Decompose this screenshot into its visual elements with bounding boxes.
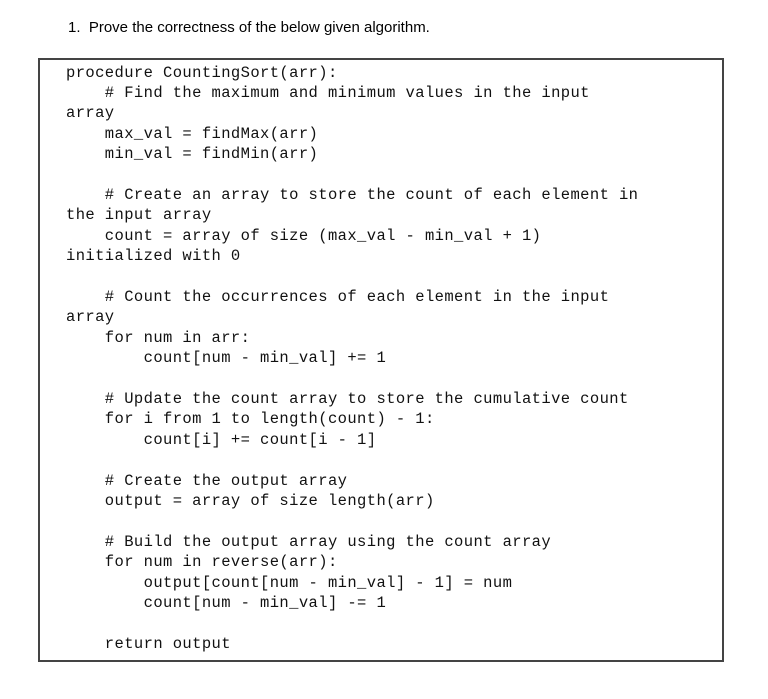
code-line: procedure CountingSort(arr): [66,64,338,82]
code-line: # Create the output array [66,472,348,490]
code-line: output[count[num - min_val] - 1] = num [66,574,513,592]
code-line: count[i] += count[i - 1] [66,431,377,449]
code-line: the input array [66,206,212,224]
code-line: count = array of size (max_val - min_val + 1) [66,227,542,245]
code-line: count[num - min_val] += 1 [66,349,387,367]
question-text: 1. Prove the correctness of the below given algorithm. [68,19,430,36]
code-line: # Create an array to store the count of each element in [66,186,639,204]
code-line: output = array of size length(arr) [66,492,435,510]
code-line: initialized with 0 [66,247,241,265]
code-line: for i from 1 to length(count) - 1: [66,410,435,428]
code-line: count[num - min_val] -= 1 [66,594,387,612]
code-line: # Build the output array using the count array [66,533,552,551]
code-line: array [66,104,115,122]
code-line: # Update the count array to store the cumulative count [66,390,629,408]
code-line: for num in reverse(arr): [66,553,338,571]
code-line: # Count the occurrences of each element in the input [66,288,610,306]
code-line: array [66,308,115,326]
code-line: # Find the maximum and minimum values in the input [66,84,590,102]
code-line: for num in arr: [66,329,251,347]
code-line: return output [66,635,231,653]
code-line: max_val = findMax(arr) [66,125,319,143]
code-line: min_val = findMin(arr) [66,145,319,163]
